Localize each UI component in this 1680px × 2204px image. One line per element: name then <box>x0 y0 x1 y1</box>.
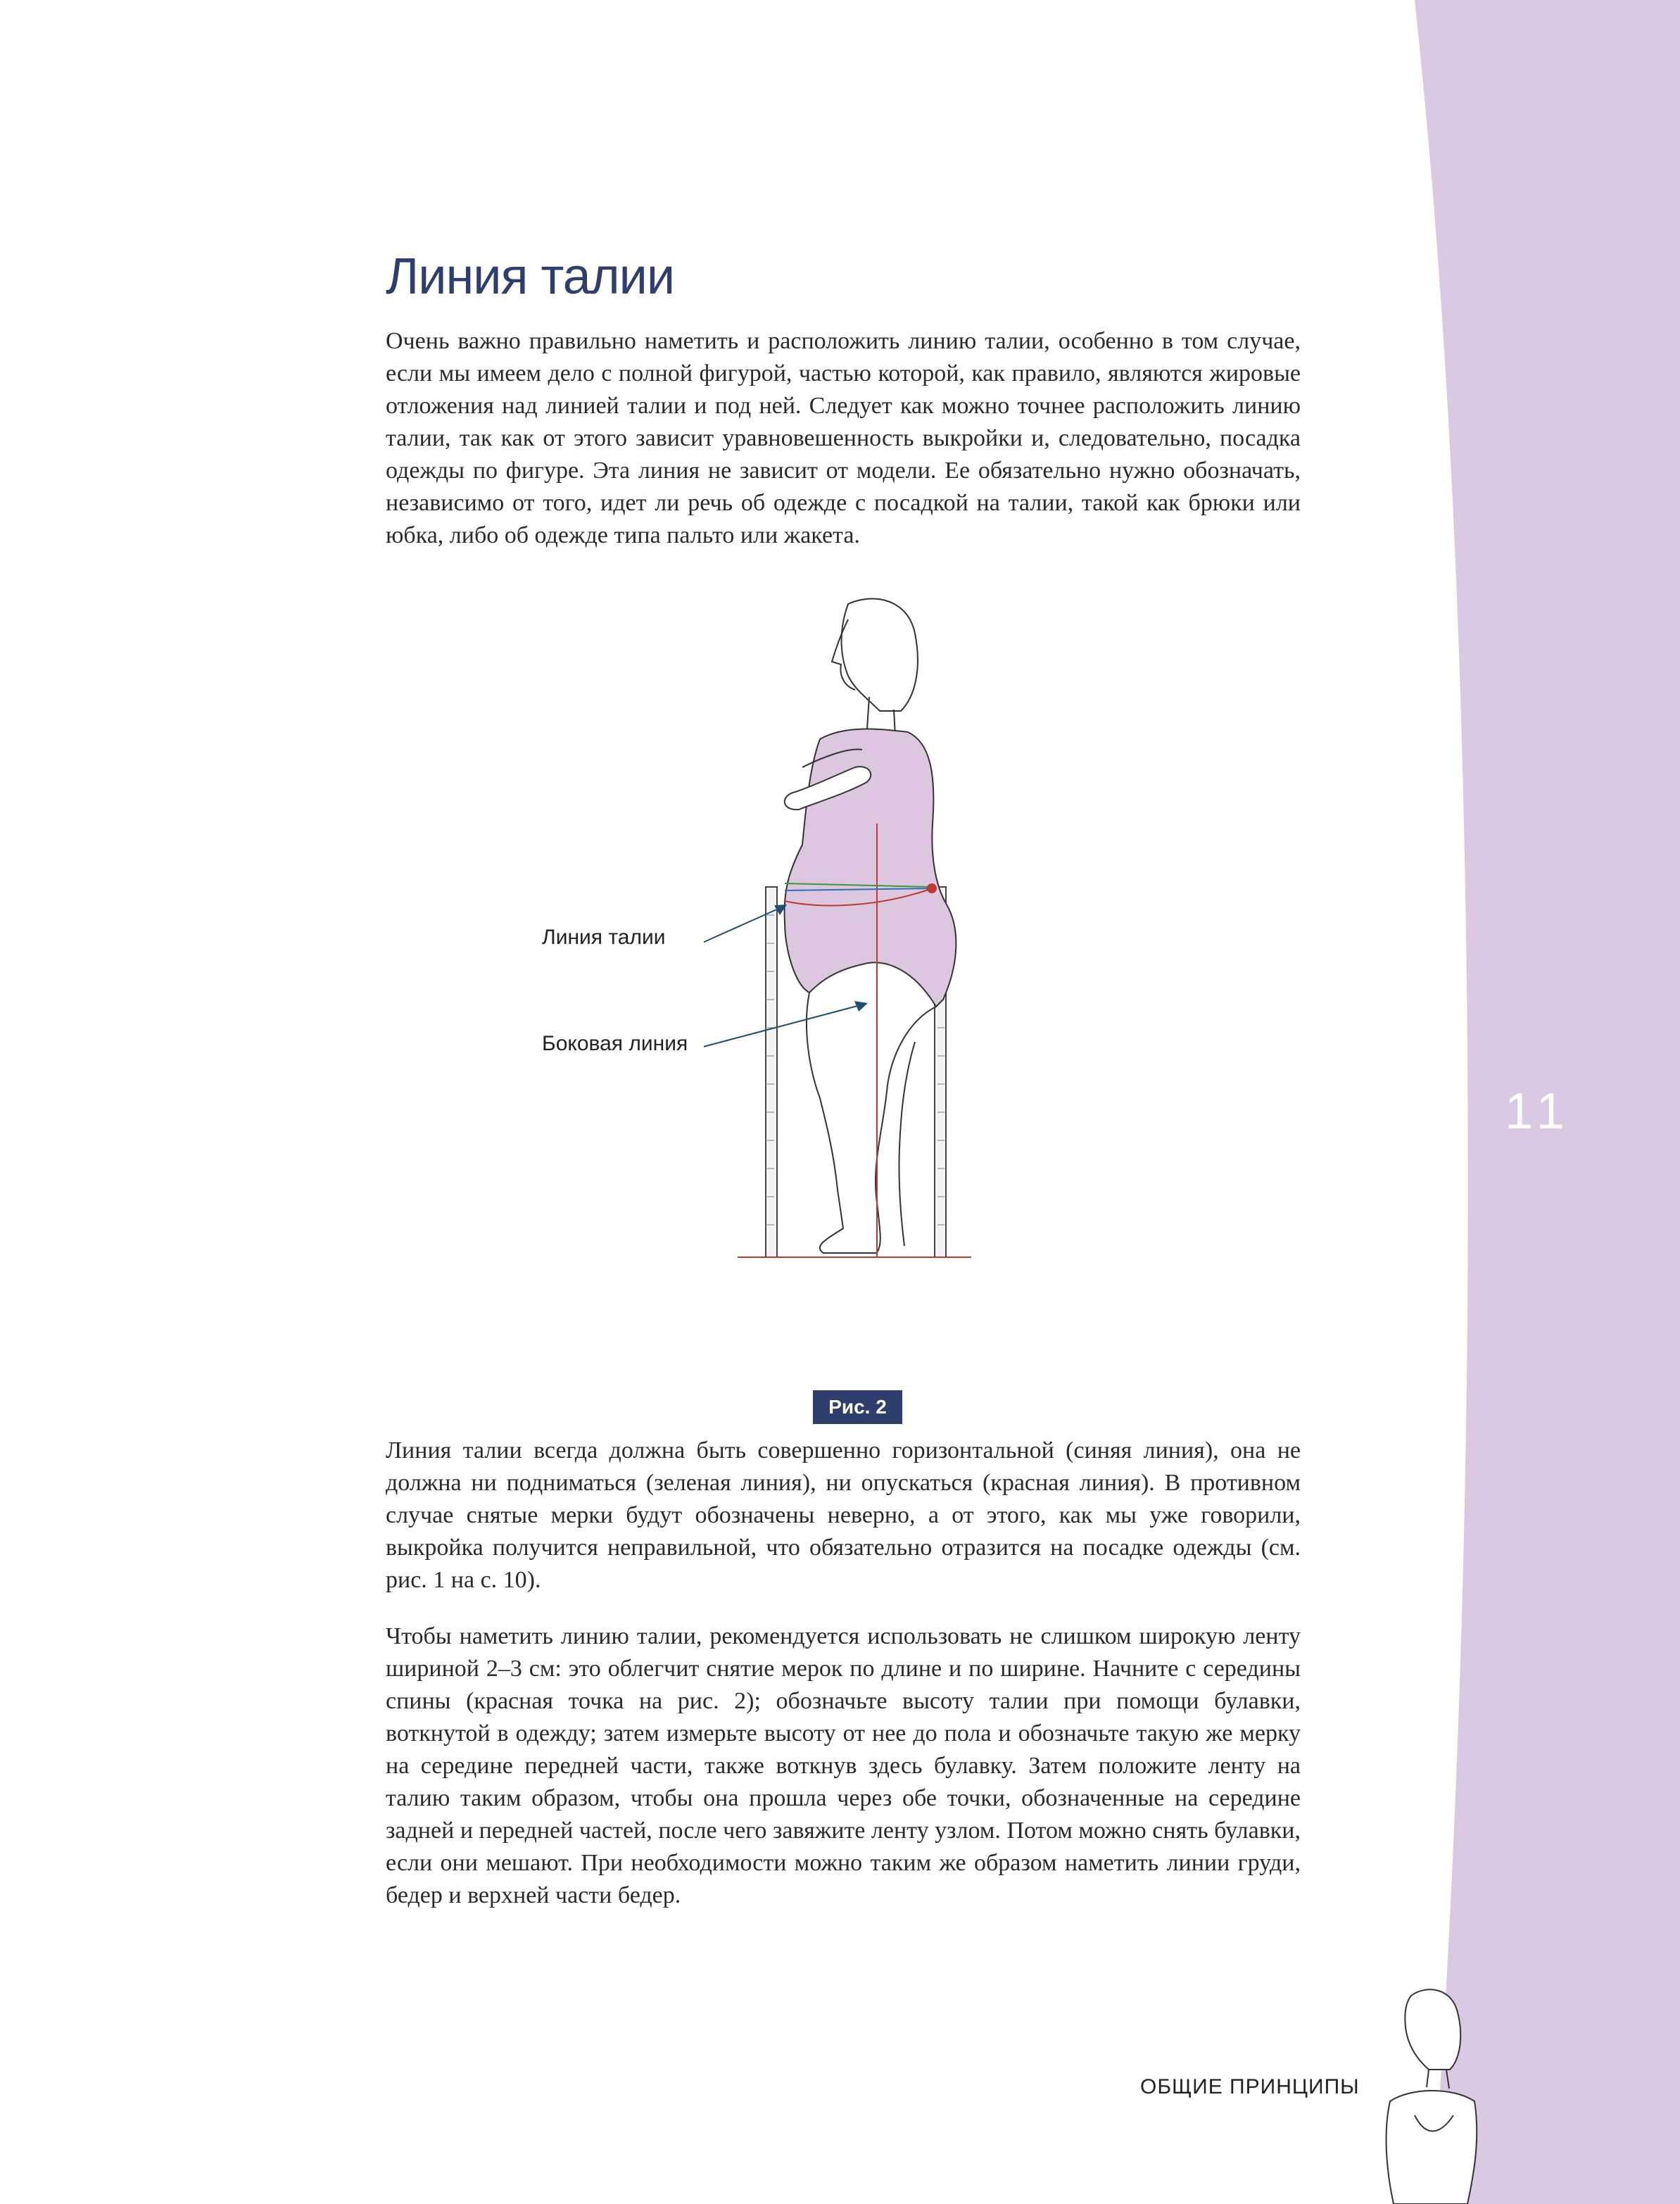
paragraph-ribbon-method: Чтобы наметить линию талии, рекомендуется использовать не слишком широкую ленту шириной 2–3 см: это облегчит снятие мерок по длине и по ширине. Начните с середины спины (красная точка на рис. 2); обозначьте высоту талии при помощи булавки, воткнутой в одежду; затем измерьте высоту от нее до пола и обозначьте такую же мерку на середине передней части, также воткнув здесь булавку. Затем положите ленту на талию таким образом, чтобы она прошла через обе точки, обозначенные на середине задней и передней частей, после чего завяжите ленту узлом. Потом можно снять булавки, если они мешают. При необходимости можно таким же образом наметить линии груди, бедер и верхней части бедер. <box>386 1623 1301 1908</box>
page-number: 11 <box>1505 1083 1572 1140</box>
paragraph-waist-horizontal: Линия талии всегда должна быть совершенно горизонтальной (синяя линия), она не должна ни подниматься (зеленая линия), ни опускаться (красная линия). В противном случае снятые мерки будут обозначены неверно, а от этого, как мы уже говорили, выкройка получится неправильной, что обязательно отразится на посадке одежды (см. рис. 1 на с. 10). <box>386 1437 1301 1593</box>
figure-illustration <box>704 591 999 1380</box>
red-dot-marker <box>927 883 937 893</box>
measuring-pole-left <box>766 887 777 1257</box>
label-side-line: Боковая линия <box>542 1032 688 1055</box>
thumbnail-figure-icon <box>1362 1982 1482 2204</box>
label-waist-line: Линия талии <box>542 926 666 949</box>
intro-paragraph: Очень важно правильно наметить и расположить линию талии, особенно в том случае, если мы имеем дело с полной фигурой, частью которой, как правило, являются жировые отложения над линией талии и под ней. Следует как можно точнее расположить линию талии, так как от этого зависит уравновешенность выкройки и, следовательно, посадка одежды по фигуре. Эта линия не зависит от модели. Ее обязательно нужно обозначать, независимо от того, идет ли речь об одежде с посадкой на талии, такой как брюки или юбка, либо об одежде типа пальто или жакета. <box>386 328 1301 548</box>
figure-caption: Рис. 2 <box>813 1390 902 1424</box>
page-title: Линия талии <box>386 248 675 305</box>
section-footer: ОБЩИЕ ПРИНЦИПЫ <box>1140 2075 1360 2098</box>
